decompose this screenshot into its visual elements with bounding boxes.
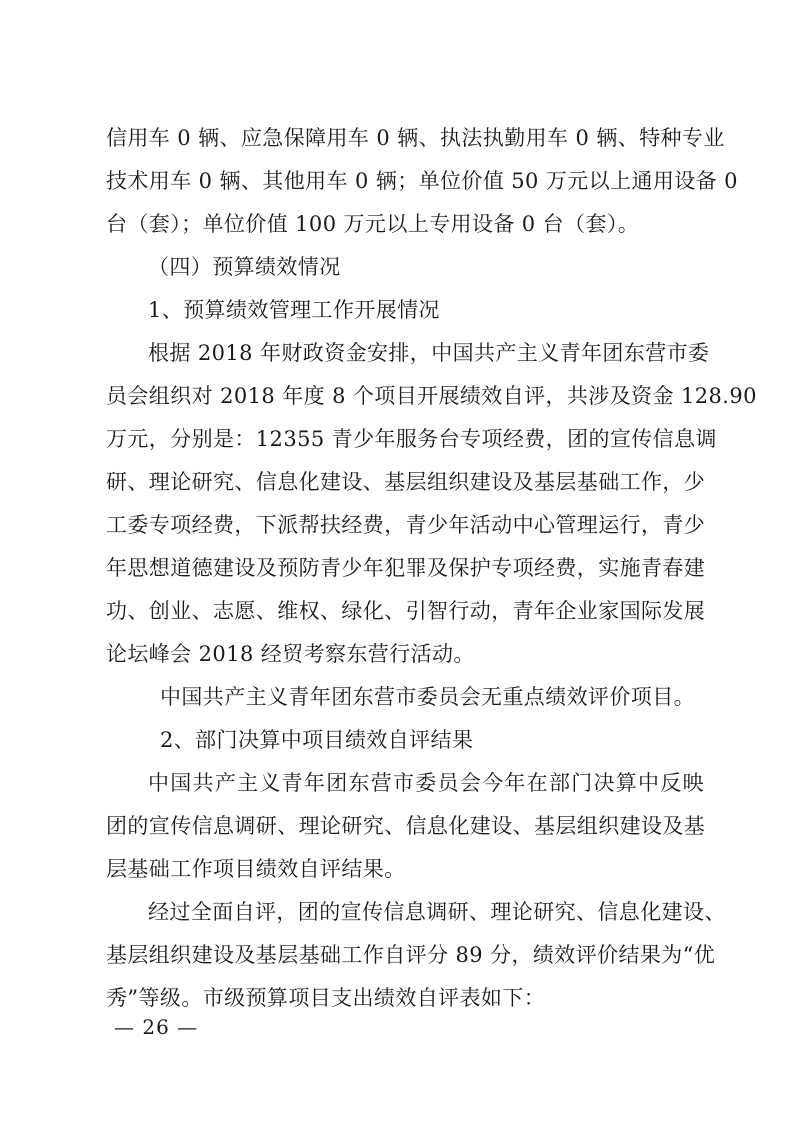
paragraph-line-3: 万元，分别是：12355 青少年服务台专项经费，团的宣传信息调	[106, 427, 717, 451]
evaluation-line-1: 经过全面自评，团的宣传信息调研、理论研究、信息化建设、	[148, 900, 726, 924]
result-line-1: 中国共产主义青年团东营市委员会今年在部门决算中反映	[148, 771, 704, 795]
paragraph-line-5: 工委专项经费，下派帮扶经费，青少年活动中心管理运行，青少	[106, 513, 706, 537]
body-line-2: 技术用车 0 辆、其他用车 0 辆；单位价值 50 万元以上通用设备 0	[106, 169, 738, 193]
paragraph-line-4: 研、理论研究、信息化建设、基层组织建设及基层基础工作，少	[106, 470, 706, 494]
paragraph-line-6: 年思想道德建设及预防青少年犯罪及保护专项经费，实施青春建	[106, 556, 706, 580]
body-line-1: 信用车 0 辆、应急保障用车 0 辆、执法执勤用车 0 辆、特种专业	[106, 126, 725, 150]
subsection-heading-1: 1、预算绩效管理工作开展情况	[148, 298, 440, 322]
paragraph-line-7: 功、创业、志愿、维权、绿化、引智行动，青年企业家国际发展	[106, 599, 706, 623]
result-line-2: 团的宣传信息调研、理论研究、信息化建设、基层组织建设及基	[106, 814, 706, 838]
evaluation-line-3: 秀”等级。市级预算项目支出绩效自评表如下：	[106, 986, 546, 1010]
body-line-3: 台（套）；单位价值 100 万元以上专用设备 0 台（套）。	[106, 212, 640, 236]
evaluation-line-2: 基层组织建设及基层基础工作自评分 89 分，绩效评价结果为“优	[106, 943, 716, 967]
paragraph-line-2: 员会组织对 2018 年度 8 个项目开展绩效自评，共涉及资金 128.90	[106, 384, 757, 408]
no-key-project-note: 中国共产主义青年团东营市委员会无重点绩效评价项目。	[160, 685, 695, 709]
paragraph-line-8: 论坛峰会 2018 经贸考察东营行活动。	[106, 642, 475, 666]
paragraph-line-1: 根据 2018 年财政资金安排，中国共产主义青年团东营市委	[148, 341, 710, 365]
result-line-3: 层基础工作项目绩效自评结果。	[106, 857, 406, 881]
section-heading: （四）预算绩效情况	[148, 255, 341, 279]
page-number: — 26 —	[114, 1015, 199, 1039]
subsection-heading-2: 2、部门决算中项目绩效自评结果	[160, 728, 474, 752]
